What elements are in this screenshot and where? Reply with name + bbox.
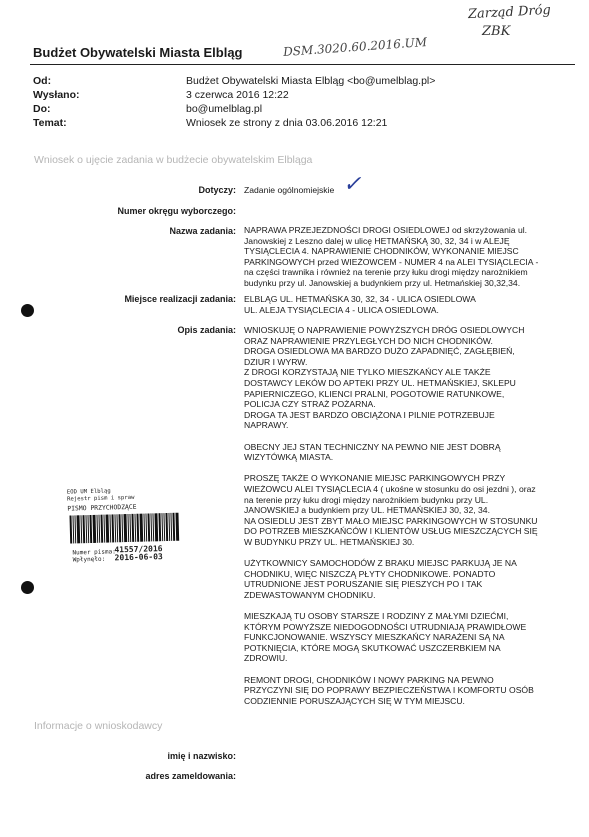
nazwa-label: Nazwa zadania: [169, 226, 236, 236]
miejsce-text: ELBLĄG UL. HETMAŃSKA 30, 32, 34 - ULICA OSIEDLOWA UL. ALEJA TYSIĄCLECIA 4 - ULICA OSIEDLOWA. [244, 294, 476, 315]
stamp-number-label: Numer pisma: [72, 548, 116, 557]
stamp-number: 41557/2016 [114, 544, 163, 555]
registry-stamp [67, 486, 191, 581]
to-label: Do: [33, 103, 51, 115]
section-heading-applicant: Informacje o wnioskodawcy [34, 720, 163, 732]
opis-paragraph: OBECNY JEJ STAN TECHNICZNY NA PEWNO NIE JEST DOBRĄ WIZYTÓWKĄ MIASTA. [244, 441, 501, 463]
opis-paragraph: PROSZĘ TAKŻE O WYKONANIE MIEJSC PARKINGOWYCH PRZY WIEŻOWCU ALEI TYSIĄCLECIA 4 ( ukośne w stosunku do osi jezdni ), oraz na terenie przy łuku drogi między narożnikiem budynku przy UL. JANOWSKIEJ a budynkiem przy UL. HETMAŃSKIEJ 30, 32, 34. NA OSIEDLU JEST ZBYT MAŁO MIEJSC PARKINGOWYCH W STOSUNKU DO POTRZEB MIESZKAŃCÓW I KLIENTÓW USŁUG MIESZCZĄCYCH SIĘ W BUDYNKU PRZY UL. HETMAŃSKIEJ 30. [244, 473, 538, 547]
stamp-office: EOD UM Elbląg [66, 488, 111, 496]
barcode-bar [175, 513, 179, 541]
handwritten-case-number: DSM.3020.60.2016.UM [282, 34, 428, 60]
okreg-label: Numer okręgu wyborczego: [117, 206, 236, 216]
opis-value [244, 325, 566, 717]
handwritten-checkmark: ✓ [343, 172, 362, 197]
dotyczy-value: Zadanie ogólnomiejskie [244, 185, 335, 195]
title-divider [30, 64, 575, 65]
opis-paragraph: UŻYTKOWNICY SAMOCHODÓW Z BRAKU MIEJSC PARKUJĄ JE NA CHODNIKU, WIĘC NISZCZĄ PŁYTY CHODNIKOWE. PONADTO UTRUDNIONE JEST PORUSZANIE SIĘ PIESZYCH PO I TAK ZDEWASTOWANYM CHODNIKU. [244, 558, 517, 600]
from-label: Od: [33, 75, 52, 87]
subject-value: Wniosek ze strony z dnia 03.06.2016 12:21 [186, 117, 388, 129]
handwritten-note-zbk: ZBK [482, 24, 511, 39]
stamp-registry: Rejestr pism i spraw [67, 494, 135, 503]
miejsce-label: Miejsce realizacji zadania: [124, 294, 236, 304]
stamp-date: 2016-06-03 [114, 552, 163, 563]
sent-value: 3 czerwca 2016 12:22 [186, 89, 289, 101]
miejsce-value [244, 294, 566, 326]
handwritten-note-top: Zarząd Dróg [467, 2, 552, 23]
name-label: imię i nazwisko: [167, 751, 236, 761]
stamp-values [114, 545, 163, 562]
stamp-date-label: Wpłynęło: [72, 555, 106, 564]
to-value: bo@umelblag.pl [186, 103, 263, 115]
opis-label: Opis zadania: [177, 325, 236, 335]
document-title: Budżet Obywatelski Miasta Elbląg [33, 45, 243, 60]
opis-paragraph: WNIOSKUJĘ O NAPRAWIENIE POWYŻSZYCH DRÓG OSIEDLOWYCH ORAZ NAPRAWIENIE PRZYLEGŁYCH DO NICH CHODNIKÓW. DROGA OSIEDLOWA MA BARDZO DUŻO ZAPADNIĘĆ, ZAGŁĘBIEŃ, DZIUR I WYRW. Z DROGI KORZYSTAJĄ NIE TYLKO MIESZKAŃCY ALE TAKŻE DOSTAWCY LEKÓW DO APTEKI PRZY UL. HETMAŃSKIEJ, SKLEPU PAPIERNICZEGO, KLIENCI PRALNI, POGOTOWIE RATUNKOWE, POLICJA CZY STRAŻ POŻARNA. DROGA TA JEST BARDZO OBCIĄŻONA I PILNIE POTRZEBUJE NAPRAWY. [244, 325, 525, 431]
nazwa-text: NAPRAWA PRZEJEZDNOŚCI DROGI OSIEDLOWEJ od skrzyżowania ul. Janowskiej z Leszno dalej w ulicę HETMAŃSKĄ 30, 32, 34 i w ALEJĘ TYSIĄCLECIA 4. NAPRAWIENIE CHODNIKÓW, WYKONANIE MIEJSC PARKINGOWYCH przed WIEŻOWCEM - NUMER 4 na ALEI TYSIĄCLECIA - na części trawnika i również na terenie przy łuku drogi między narożnikiem budynku przy ul. Janowskiej a budynkiem przy ul. Hetmańskiej 30,32,34. [244, 225, 539, 288]
dotyczy-label: Dotyczy: [198, 185, 236, 195]
stamp-labels [72, 548, 116, 563]
stamp-type: PISMO PRZYCHODZĄCE [67, 502, 137, 513]
binder-hole-bottom [21, 581, 34, 594]
binder-hole-top [21, 304, 34, 317]
nazwa-value [244, 225, 566, 299]
sent-label: Wysłano: [33, 89, 80, 101]
opis-paragraph: REMONT DROGI, CHODNIKÓW I NOWY PARKING NA PEWNO PRZYCZYNI SIĘ DO POPRAWY BEZPIECZEŃSTWA I KOMFORTU OSÓB CODZIENNIE PORUSZAJĄCYCH SIĘ W TYM MIEJSCU. [244, 674, 534, 706]
opis-paragraph: MIESZKAJĄ TU OSOBY STARSZE I RODZINY Z MAŁYMI DZIEĆMI, KTÓRYM POWYŻSZE NIEDOGODNOŚCI UTRUDNIAJĄ PRAWIDŁOWE FUNKCJONOWANIE. WSZYSCY MIESZKAŃCY NARAŻENI SĄ NA POTKNIĘCIA, KTÓRE MOGĄ SKUTKOWAĆ USZCZERBKIEM NA ZDROWIU. [244, 611, 527, 664]
subject-label: Temat: [33, 117, 67, 129]
stamp-barcode [69, 512, 188, 543]
section-heading-request: Wniosek o ujęcie zadania w budżecie obywatelskim Elbląga [34, 154, 313, 166]
address-label: adres zameldowania: [145, 771, 236, 781]
from-value: Budżet Obywatelski Miasta Elbląg <bo@umelblag.pl> [186, 75, 436, 87]
